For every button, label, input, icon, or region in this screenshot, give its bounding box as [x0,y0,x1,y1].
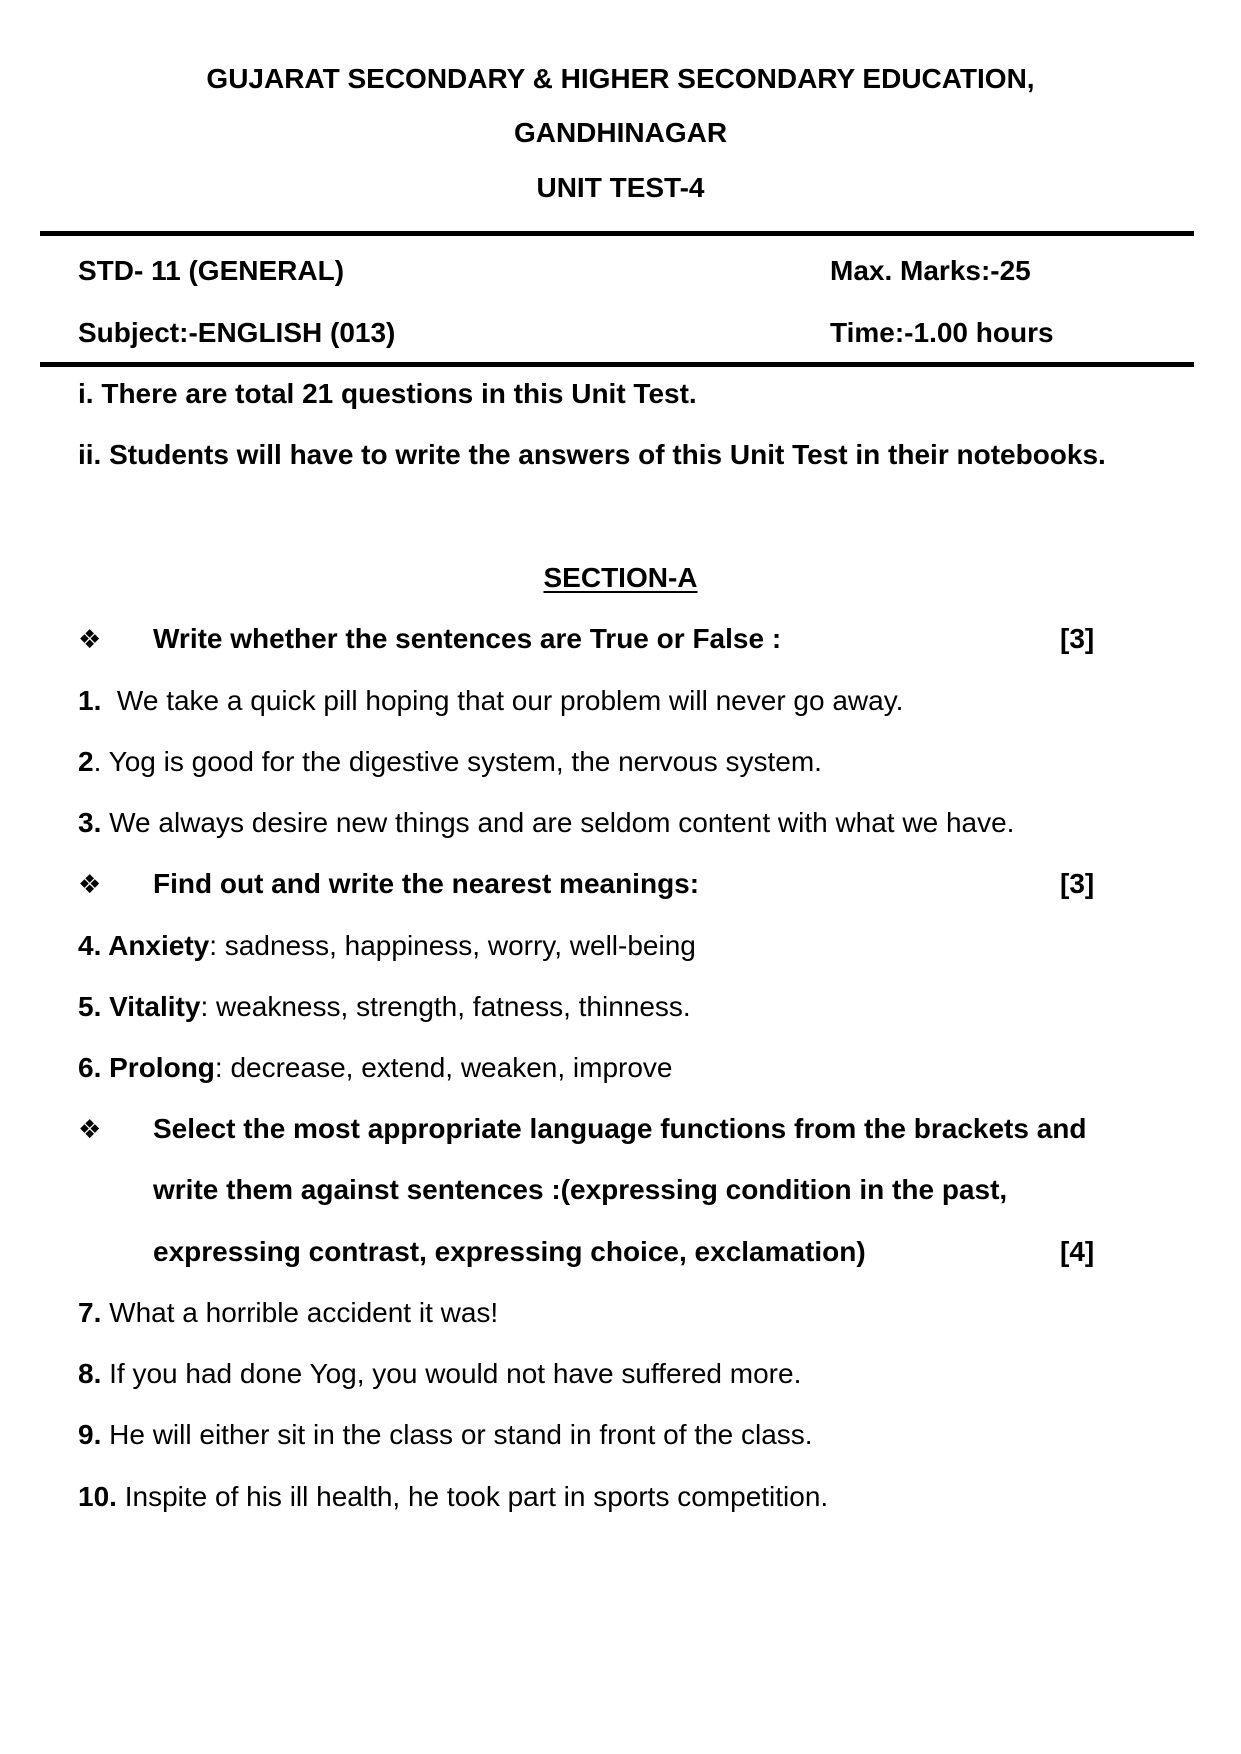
instruction-language-functions-line-2: write them against sentences :(expressing condition in the past, [153,1174,1008,1205]
question-number: 1. [78,685,102,716]
question-text: : sadness, happiness, worry, well-being [209,930,696,961]
board-city: GANDHINAGAR [513,117,728,148]
question-number: 5. Vitality [78,991,201,1022]
instruction-notebooks: ii. Students will have to write the answers of this Unit Test in their notebooks. [78,439,1106,470]
question-number: 4. Anxiety [78,930,210,961]
question-number: 10. [78,1481,117,1512]
question-text: Inspite of his ill health, he took part in sports competition. [116,1481,829,1512]
header-divider-top [40,231,1194,236]
diamond-bullet-icon: ❖ [78,624,102,654]
instruction-total-questions: i. There are total 21 questions in this Unit Test. [78,378,697,409]
subject-label: Subject:-ENGLISH (013) [78,317,396,348]
instruction-nearest-meanings: Find out and write the nearest meanings: [153,868,700,899]
board-name: GUJARAT SECONDARY & HIGHER SECONDARY EDUCATION, [206,63,1035,94]
question-text: What a horrible accident it was! [101,1297,499,1328]
question-4 [78,929,696,963]
time-label: Time:-1.00 hours [830,317,1054,348]
question-1 [78,684,903,718]
question-6 [78,1051,673,1085]
max-marks-label: Max. Marks:-25 [830,255,1031,286]
diamond-bullet-icon: ❖ [78,1114,102,1144]
question-8 [78,1357,801,1391]
question-10 [78,1480,828,1514]
marks-true-false: [3] [1060,623,1095,654]
question-text: If you had done Yog, you would not have suffered more. [101,1358,802,1389]
question-text: We always desire new things and are seldom content with what we have. [101,807,1015,838]
question-number: 6. Prolong [78,1052,215,1083]
header-divider-bottom [40,362,1194,367]
question-number: 3. [78,807,102,838]
instruction-language-functions-line-3: expressing contrast, expressing choice, exclamation) [153,1236,866,1267]
test-title: UNIT TEST-4 [536,172,705,203]
question-number: 2 [78,746,94,777]
question-text: We take a quick pill hoping that our problem will never go away. [101,685,904,716]
diamond-bullet-icon: ❖ [78,869,102,899]
question-text: . Yog is good for the digestive system, the nervous system. [93,746,822,777]
question-number: 7. [78,1297,102,1328]
marks-nearest-meanings: [3] [1060,868,1095,899]
question-9 [78,1418,813,1452]
section-title: SECTION-A [543,562,698,593]
question-5 [78,990,691,1024]
question-text: : weakness, strength, fatness, thinness. [200,991,691,1022]
question-number: 8. [78,1358,102,1389]
question-3 [78,806,1014,840]
marks-language-functions: [4] [1060,1236,1095,1267]
instruction-language-functions-line-1: Select the most appropriate language functions from the brackets and [153,1113,1087,1144]
question-2 [78,745,822,779]
instruction-true-false: Write whether the sentences are True or False : [153,623,782,654]
question-text: : decrease, extend, weaken, improve [214,1052,673,1083]
standard-label: STD- 11 (GENERAL) [78,255,345,286]
question-text: He will either sit in the class or stand in front of the class. [101,1419,813,1450]
question-7 [78,1296,498,1330]
question-number: 9. [78,1419,102,1450]
